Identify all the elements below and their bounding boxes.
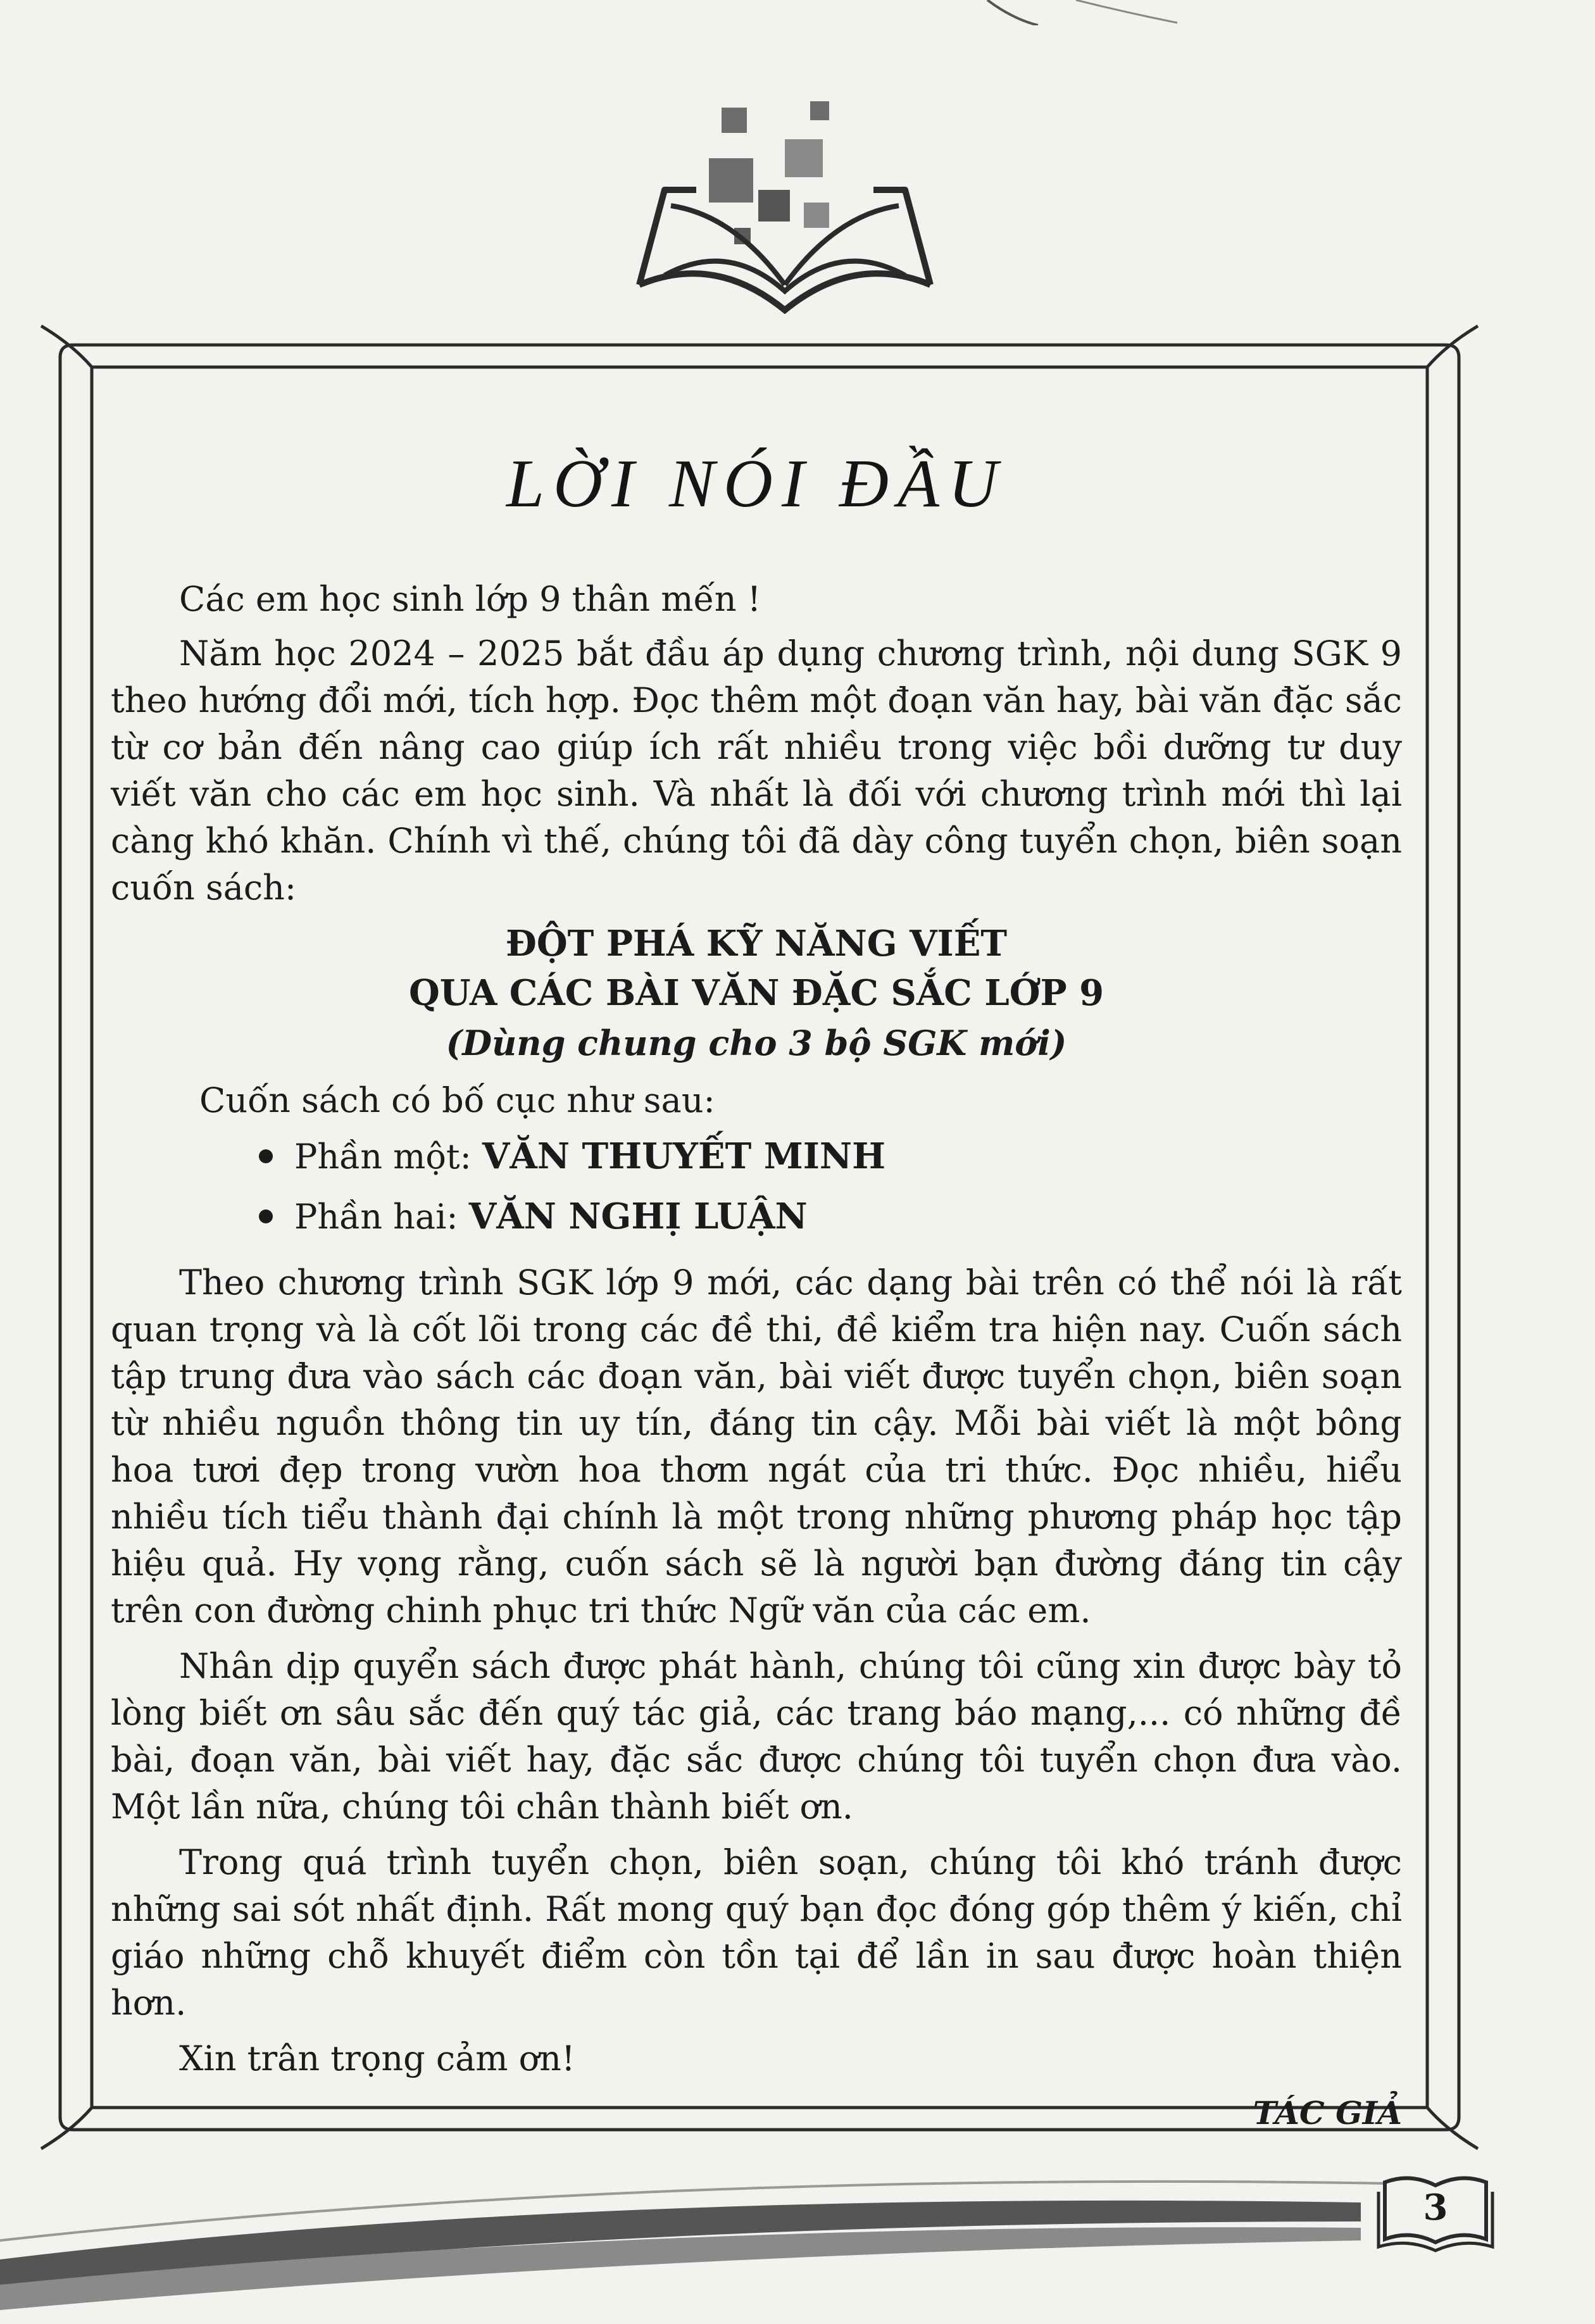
page-title: LỜI NÓI ĐẦU: [506, 446, 1006, 522]
intro-paragraph: Năm học 2024 – 2025 bắt đầu áp dụng chương trình, nội dung SGK 9 theo hướng đổi mới, tích hợp. Đọc thêm một đoạn văn hay, bài văn đặc sắc từ cơ bản đến nâng cao giúp ích rất nhiều trong việc bồi dưỡng tư duy viết văn cho các em học sinh. Và nhất là đối với chương trình mới thì lại càng khó khăn. Chính vì thế, chúng tôi đã dày công tuyển chọn, biên soạn cuốn sách:: [111, 634, 1402, 908]
structure-intro: Cuốn sách có bố cục như sau:: [199, 1080, 715, 1120]
logo-square: [709, 158, 753, 203]
book-title-line-2: QUA CÁC BÀI VĂN ĐẶC SẮC LỚP 9: [408, 972, 1104, 1014]
open-book-icon: [620, 95, 949, 342]
bullet-icon: [259, 1209, 273, 1223]
program-paragraph: Theo chương trình SGK lớp 9 mới, các dạng bài trên có thể nói là rất quan trọng và là cốt lõi trong các đề thi, đề kiểm tra hiện nay. Cuốn sách tập trung đưa vào sách các đoạn văn, bài viết được tuyển chọn, biên soạn từ nhiều nguồn thông tin uy tín, đáng tin cậy. Mỗi bài viết là một bông hoa tươi đẹp trong vườn hoa thơm ngát của tri thức. Đọc nhiều, hiểu nhiều tích tiểu thành đại chính là một trong những phương pháp học tập hiệu quả. Hy vọng rằng, cuốn sách sẽ là người bạn đường đáng tin cậy trên con đường chinh phục tri thức Ngữ văn của các em.: [111, 1263, 1402, 1630]
feedback-paragraph: Trong quá trình tuyển chọn, biên soạn, chúng tôi khó tránh được những sai sót nhất định. Rất mong quý bạn đọc đóng góp thêm ý kiến, chỉ giáo những chỗ khuyết điểm còn tồn tại để lần in sau được hoàn thiện hơn.: [111, 1842, 1402, 2023]
logo-square: [722, 108, 747, 133]
closing-line: Xin trân trọng cảm ơn!: [179, 2039, 575, 2078]
author-signature: TÁC GIẢ: [1253, 2094, 1402, 2132]
preface-body: [111, 576, 1402, 2137]
part-prefix: Phần một:: [294, 1137, 482, 1177]
parts-list: [111, 1127, 1402, 1247]
list-item: [294, 1127, 1402, 1187]
page-number: 3: [1423, 2187, 1448, 2228]
logo-square: [758, 190, 790, 222]
logo-square: [810, 101, 829, 120]
logo-square: [804, 203, 829, 228]
book-subtitle: (Dùng chung cho 3 bộ SGK mới): [446, 1023, 1067, 1063]
part-name: VĂN NGHỊ LUẬN: [468, 1196, 808, 1237]
thanks-paragraph: Nhân dịp quyển sách được phát hành, chúng tôi cũng xin được bày tỏ lòng biết ơn sâu sắc đến quý tác giả, các trang báo mạng,... có những đề bài, đoạn văn, bài viết hay, đặc sắc được chúng tôi tuyển chọn đưa vào. Một lần nữa, chúng tôi chân thành biết ơn.: [111, 1646, 1402, 1827]
list-item: [294, 1187, 1402, 1247]
top-decorative-curves: [0, 0, 1595, 25]
bottom-decorative-swoosh: [0, 2165, 1595, 2324]
greeting: Các em học sinh lớp 9 thân mến !: [179, 579, 761, 619]
logo-square: [785, 139, 823, 177]
part-name: VĂN THUYẾT MINH: [482, 1135, 886, 1177]
book-title-line-1: ĐỘT PHÁ KỸ NĂNG VIẾT: [505, 923, 1008, 965]
bullet-icon: [259, 1149, 273, 1163]
part-prefix: Phần hai:: [294, 1197, 469, 1237]
